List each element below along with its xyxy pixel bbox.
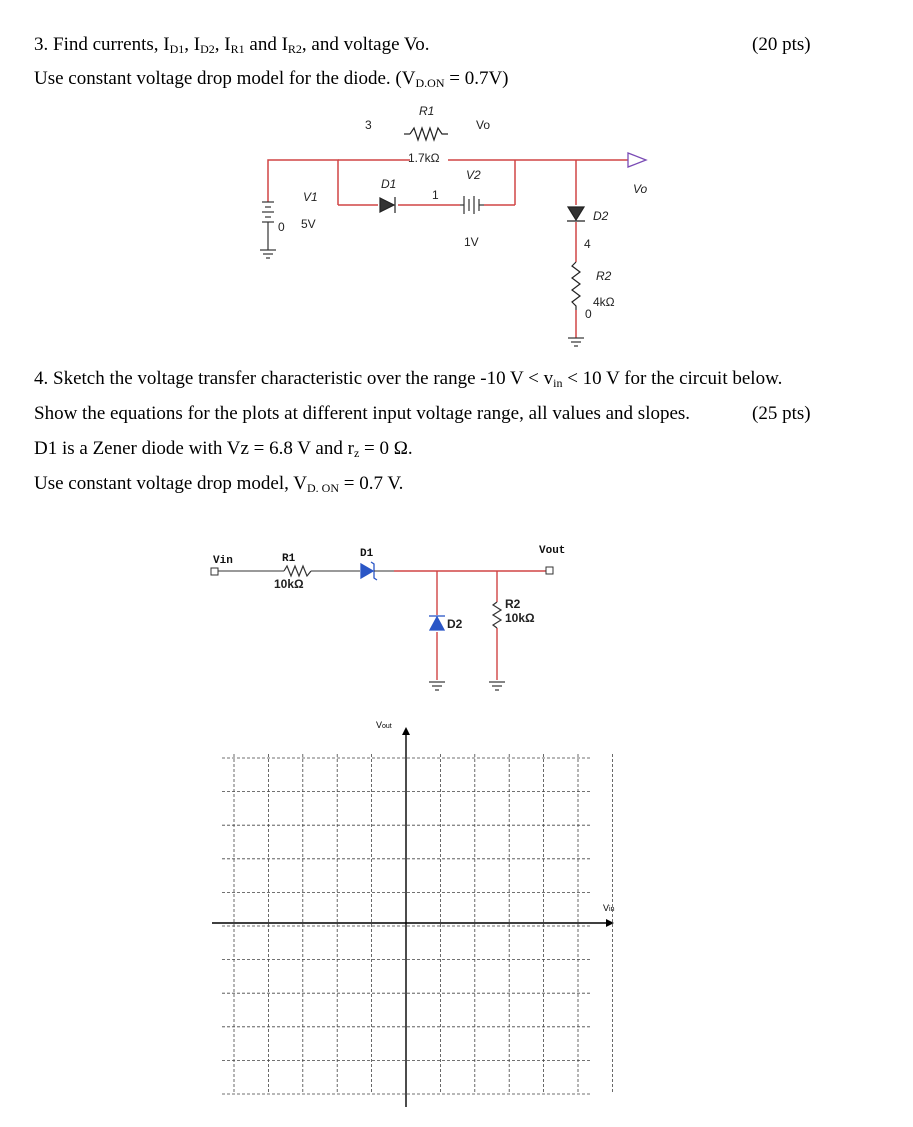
vout-label: Vout	[539, 545, 566, 557]
q3-points: (20 pts)	[752, 34, 811, 55]
d2-label-2: D2	[447, 617, 463, 631]
r2-label-2: R2	[505, 597, 521, 611]
r1-value-2: 10kΩ	[274, 577, 304, 591]
graph-grid	[222, 754, 612, 1094]
d2-label: D2	[593, 209, 609, 223]
q4-line1: 4. Sketch the voltage transfer characteristic over the range -10 $V < v_{in} < 10$ V for the circuit below.	[34, 368, 783, 390]
node-4: 4	[584, 237, 591, 251]
node-3: 3	[365, 118, 372, 132]
q3-instruction: Use constant voltage drop model for the diode. $(V_{D.ON} = 0.7V)$	[34, 68, 509, 90]
r1-value: 1.7kΩ	[408, 151, 440, 165]
vin-label: Vin	[213, 555, 233, 567]
r2-value-2: 10kΩ	[505, 611, 535, 625]
q4-line3: D1 is a Zener diode with Vz = 6.8 V and $r_z = 0$ Ω.	[34, 438, 413, 460]
v2-label: V2	[466, 168, 481, 182]
q4-line2: Show the equations for the plots at different input voltage range, all values and slopes.	[34, 403, 691, 424]
q4-points: (25 pts)	[752, 403, 811, 424]
vo-node-label: Vo	[476, 118, 491, 132]
q4-line4: Use constant voltage drop model, $V_{D. ON} = 0.7$ V.	[34, 473, 404, 495]
node-1: 1	[432, 188, 439, 202]
d1-label-2: D1	[360, 548, 374, 560]
v1-label: V1	[303, 190, 318, 204]
v1-value: 5V	[301, 217, 316, 231]
node-0-left: 0	[278, 220, 285, 234]
r1-label-2: R1	[282, 553, 296, 565]
node-0-right: 0	[585, 307, 592, 321]
r2-value: 4kΩ	[593, 295, 615, 309]
y-axis-arrow	[402, 727, 410, 735]
q3-title: 3. Find currents, $I_{D1}$, $I_{D2}$, $I_{R1}$ and $I_{R2}$, and voltage Vo.	[34, 34, 430, 56]
x-axis-label: Vin	[603, 903, 615, 913]
vo-output-label: Vo	[633, 182, 648, 196]
y-axis-label: Vout	[376, 720, 392, 730]
v2-value: 1V	[464, 235, 479, 249]
r2-label: R2	[596, 269, 612, 283]
r1-label: R1	[419, 104, 435, 118]
d1-label: D1	[381, 177, 397, 191]
